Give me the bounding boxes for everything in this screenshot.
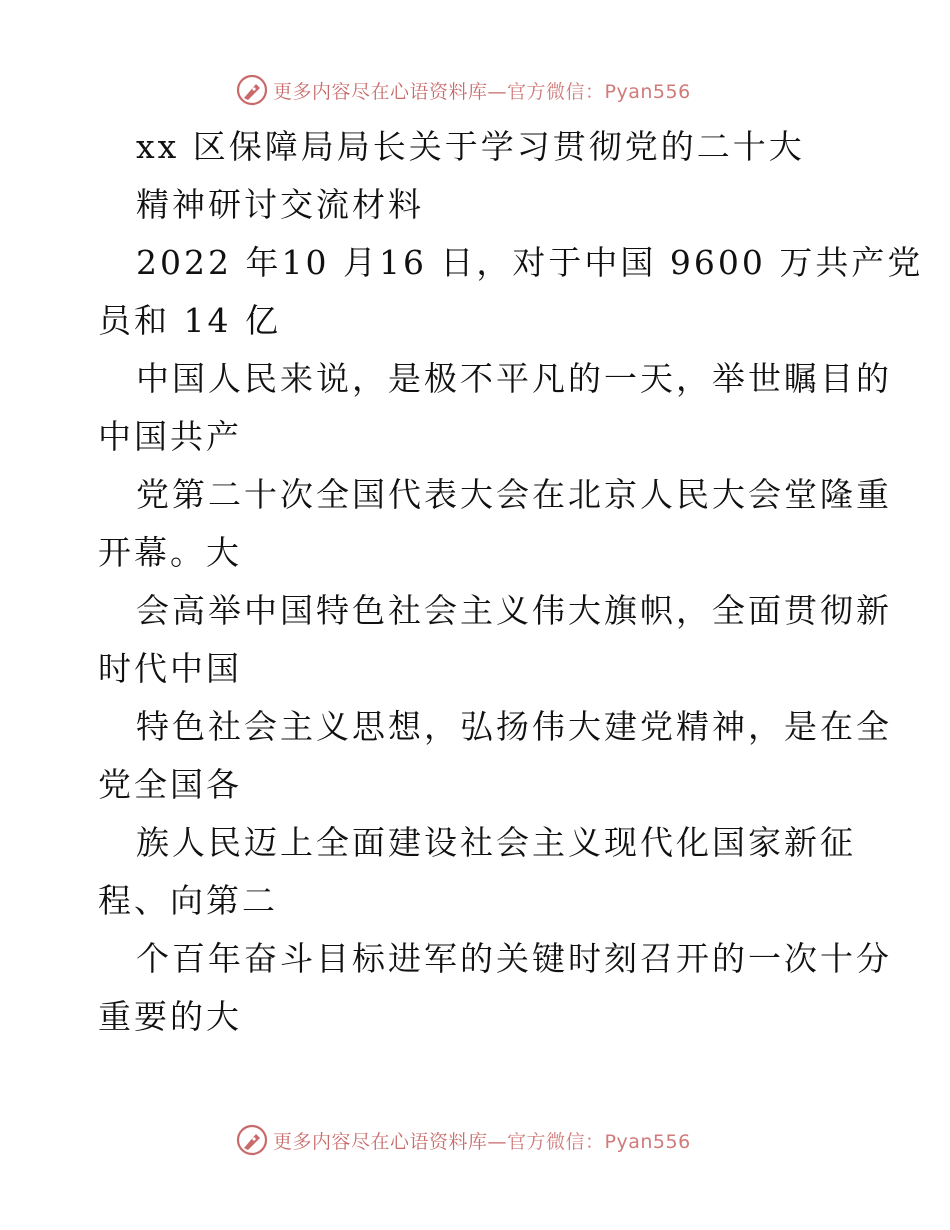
footer-banner-wechat: 官方微信：Pyan556 <box>507 1130 691 1153</box>
doc-line: 中国共产 <box>98 417 242 456</box>
doc-line: 2022 年10 月16 日，对于中国 9600 万共产党 <box>136 243 924 282</box>
doc-line: 员和 14 亿 <box>98 301 281 340</box>
pen-nib-circle-icon <box>235 1123 269 1157</box>
doc-line: 党全国各 <box>98 765 242 804</box>
doc-line: 精神研讨交流材料 <box>136 185 424 224</box>
doc-line: 时代中国 <box>98 649 242 688</box>
pen-nib-circle-icon <box>235 73 269 107</box>
footer-banner-content <box>235 1120 691 1160</box>
doc-line: 重要的大 <box>98 997 242 1036</box>
doc-line: 程、向第二 <box>98 881 278 920</box>
doc-line: xx 区保障局局长关于学习贯彻党的二十大 <box>136 127 805 166</box>
document-body <box>98 118 924 1046</box>
doc-line: 党第二十次全国代表大会在北京人民大会堂隆重 <box>136 475 892 514</box>
doc-line: 个百年奋斗目标进军的关键时刻召开的一次十分 <box>136 939 892 978</box>
header-banner-title: 更多内容尽在心语资料库 <box>273 80 488 103</box>
doc-line: 中国人民来说，是极不平凡的一天，举世瞩目的 <box>136 359 892 398</box>
footer-banner-text <box>273 1127 691 1154</box>
doc-line: 开幕。大 <box>98 533 242 572</box>
doc-line: 会高举中国特色社会主义伟大旗帜，全面贯彻新 <box>136 591 892 630</box>
footer-banner-title: 更多内容尽在心语资料库 <box>273 1130 488 1153</box>
header-banner <box>0 70 950 110</box>
doc-line: 族人民迈上全面建设社会主义现代化国家新征 <box>136 823 856 862</box>
header-banner-text <box>273 77 691 104</box>
header-banner-wechat: 官方微信：Pyan556 <box>507 80 691 103</box>
footer-banner-separator: — <box>487 1130 508 1153</box>
header-banner-content <box>235 70 691 110</box>
footer-banner <box>0 1120 950 1160</box>
header-banner-separator: — <box>487 80 508 103</box>
doc-line: 特色社会主义思想，弘扬伟大建党精神，是在全 <box>136 707 892 746</box>
